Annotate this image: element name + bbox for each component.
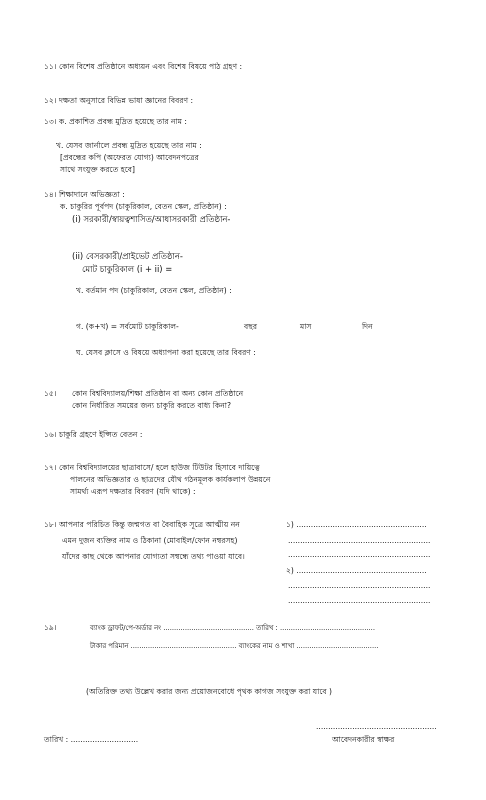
item-18-line-2: এমন দুজন ব্যক্তির নাম ও ঠিকানা (মোবাইল/ফোন নম্বরসহ) [62, 536, 238, 545]
item-18-line-3: যাঁদের কাছ থেকে আপনার যোগ্যতা সম্বন্ধে তথ্য পাওয়া যাবে। [62, 552, 245, 561]
item-17-line-3: সামর্থ্য এরূপ দক্ষতার বিবরণ (যদি থাকে) : [70, 487, 196, 496]
item-13-b-note-2: সাথে সংযুক্ত করতে হবে] [60, 165, 135, 174]
item-15-line-1: কোন বিশ্ববিদ্যালয়/শিক্ষা প্রতিষ্ঠান বা অন্য কোন প্রতিষ্ঠানে [72, 389, 244, 398]
item-14-total: মোট চাকুরিকাল (i + ii) = [82, 264, 173, 274]
item-14-month: মাস [300, 322, 312, 331]
item-12: ১২। দক্ষতা অনুসারে বিভিন্ন ভাষা জ্ঞানের বিবরণ : [44, 96, 194, 105]
item-19-line-1: ব্যাংক ড্রাফট/পে-অর্ডার নং .......................................... তারিখ : ............................................ [90, 624, 376, 632]
item-17-line-1: ১৭। কোন বিশ্ববিদ্যালয়ের ছাত্রাবাসে/ হলে হাউজ টিউটর হিসাবে দায়িত্বে [44, 463, 260, 472]
item-14-g: গ. (ক+খ) = সর্বমোট চাকুরিকাল- [76, 322, 179, 331]
referee-2-line-2: ........................................................... [288, 581, 431, 590]
item-19-line-2: টাকার পরিমান ................................................. ব্যাংকের নাম ও শাখা ...................................... [90, 642, 379, 650]
item-14-k: ক. চাকুরির পূর্বপদ (চাকুরিকাল, বেতন স্কেল, প্রতিষ্ঠান) : [60, 202, 227, 211]
item-13-a: ১৩। ক. প্রকাশিত প্রবন্ধ মুদ্রিত হয়েছে তার নাম : [44, 117, 187, 126]
date-field: তারিখ : ............................ [44, 735, 139, 744]
item-14-day: দিন [362, 322, 373, 331]
item-16: ১৬। চাকুরি গ্রহণে ইপ্সিত বেতন : [44, 430, 143, 439]
referee-1-line-3: ........................................................... [288, 550, 431, 559]
referee-2-line-1: ২) ...................................................... [286, 566, 427, 575]
referee-1-line-2: ........................................................... [288, 536, 431, 545]
item-14-i: (i) সরকারী/স্বায়ত্বশাসিত/আধাসরকারী প্রতিষ্ঠান- [72, 214, 231, 224]
item-11: ১১। কোন বিশেষ প্রতিষ্ঠানে অধ্যয়ন এবং বিশেষ বিষয়ে পাঠ গ্রহণ : [44, 62, 243, 71]
item-18-line-1: ১৮। আপনার পরিচিত কিন্তু জন্মগত বা বৈবাহিক সূত্রে আত্মীয় নন [44, 520, 240, 529]
item-14-ii: (ii) বেসরকারী/প্রাইভেট প্রতিষ্ঠান- [72, 251, 183, 261]
item-17-line-2: পালনের অভিজ্ঞতার ও ছাত্রদের যৌথ গঠনমূলক কার্যকলাপ উন্নয়নে [70, 475, 271, 484]
item-14-heading: ১৪। শিক্ষাদানে অভিজ্ঞতা : [44, 190, 125, 199]
signature-line: .................................................. [316, 722, 437, 731]
signature-label: আবেদনকারীর স্বাক্ষর [332, 735, 395, 744]
item-14-year: বছর [244, 322, 258, 331]
item-15-number: ১৫। [44, 389, 57, 398]
referee-2-line-3: ........................................................... [288, 596, 431, 605]
referee-1-line-1: ১) ...................................................... [286, 520, 427, 529]
item-14-gh: ঘ. যেসব ক্লাসে ও বিষয়ে অধ্যাপনা করা হয়েছে তার বিবরণ : [76, 348, 256, 357]
item-13-b-note-1: [প্রবন্ধের কপি (অফেরত যোগ্য) আবেদনপত্রের [60, 153, 199, 162]
item-14-kh: খ. বর্তমান পদ (চাকুরিকাল, বেতন স্কেল, প্রতিষ্ঠান) : [76, 286, 232, 295]
item-19-number: ১৯। [44, 623, 57, 632]
additional-info-note: (অতিরিক্ত তথ্য উল্লেখ করার জন্য প্রয়োজনবোধে পৃথক কাগজ সংযুক্ত করা যাবে ) [86, 687, 332, 696]
item-13-b: খ. যেসব জার্নালে প্রবন্ধ মুদ্রিত হয়েছে তার নাম : [56, 141, 202, 150]
item-15-line-2: কোন নির্ধারিত সময়ের জন্য চাকুরি করতে বাধ্য কিনা? [72, 401, 232, 410]
